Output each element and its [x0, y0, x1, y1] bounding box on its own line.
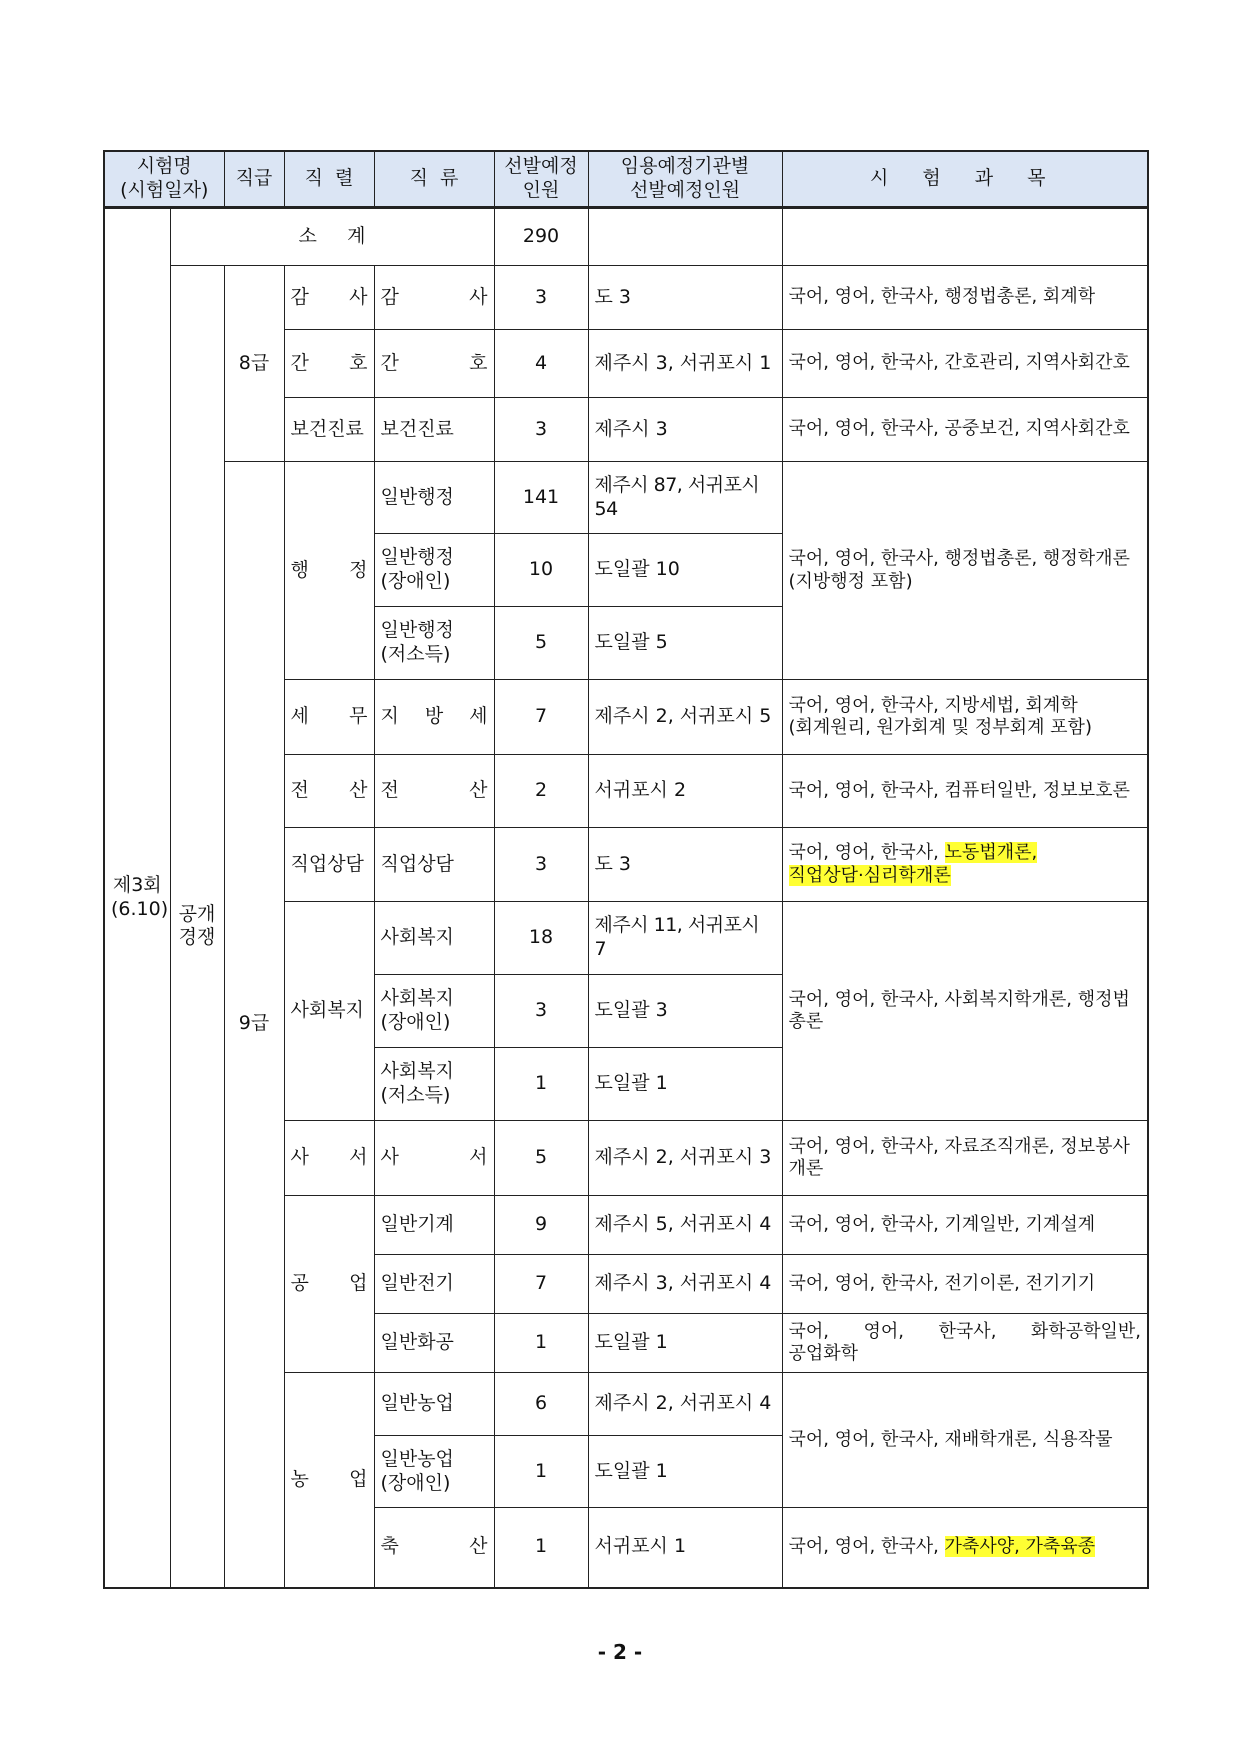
series-cell: 농 업 — [284, 1373, 374, 1588]
count-cell: 7 — [494, 1255, 588, 1314]
exam-type-line2: 경쟁 — [178, 926, 216, 949]
agency-cell: 제주시 2, 서귀포시 3 — [588, 1121, 782, 1196]
class-sub: (장애인) — [380, 1011, 451, 1033]
count-cell: 1 — [494, 1048, 588, 1121]
class-main: 사회복지 — [380, 1060, 454, 1083]
subjects-cell: 국어, 영어, 한국사, 간호관리, 지역사회간호 — [782, 330, 1148, 398]
subjects-line2: (회계원리, 원가회계 및 정부회계 포함) — [788, 717, 1092, 738]
subjects-line2: 공업화학 — [788, 1343, 859, 1364]
class-cell: 일반기계 — [374, 1196, 494, 1255]
subjects-plain: 국어, 영어, 한국사, — [788, 1536, 945, 1557]
class-sub: (저소득) — [380, 1084, 451, 1106]
class-cell: 사 서 — [374, 1121, 494, 1196]
class-cell: 전 산 — [374, 755, 494, 828]
subjects-line1: 국어, 영어, 한국사, 지방세법, 회계학 — [788, 694, 1078, 716]
class-cell — [374, 1436, 494, 1508]
series-cell: 보건진료 — [284, 398, 374, 462]
count-cell: 18 — [494, 902, 588, 975]
subtotal-agency — [588, 208, 782, 266]
exam-round: 제3회 — [112, 874, 162, 896]
count-cell: 2 — [494, 755, 588, 828]
count-cell: 3 — [494, 828, 588, 902]
agency-cell: 도 3 — [588, 828, 782, 902]
subjects-cell — [782, 828, 1148, 902]
class-sub: (저소득) — [380, 643, 451, 665]
header-row — [104, 151, 1148, 208]
agency-cell: 도일괄 10 — [588, 534, 782, 607]
agency-cell: 도일괄 5 — [588, 607, 782, 680]
subjects-cell: 국어, 영어, 한국사, 컴퓨터일반, 정보보호론 — [782, 755, 1148, 828]
count-cell: 141 — [494, 462, 588, 534]
class-main: 사회복지 — [380, 987, 454, 1010]
class-cell — [374, 975, 494, 1048]
series-cell: 감 사 — [284, 266, 374, 330]
subjects-cell: 국어, 영어, 한국사, 기계일반, 기계설계 — [782, 1196, 1148, 1255]
agency-cell: 도 3 — [588, 266, 782, 330]
table-row — [104, 266, 1148, 330]
class-cell: 축 산 — [374, 1508, 494, 1588]
subtotal-subjects — [782, 208, 1148, 266]
series-cell: 행 정 — [284, 462, 374, 680]
class-main: 일반농업 — [380, 1447, 454, 1470]
count-cell: 10 — [494, 534, 588, 607]
series-cell: 전 산 — [284, 755, 374, 828]
table-row — [104, 462, 1148, 534]
class-sub: (장애인) — [380, 1471, 451, 1494]
agency-cell: 도일괄 1 — [588, 1048, 782, 1121]
class-cell: 일반농업 — [374, 1373, 494, 1436]
agency-cell: 제주시 2, 서귀포시 4 — [588, 1373, 782, 1436]
header-agency — [588, 151, 782, 208]
class-cell: 지 방 세 — [374, 680, 494, 755]
subjects-cell — [782, 680, 1148, 755]
header-grade: 직급 — [224, 151, 284, 208]
grade-8-cell: 8급 — [224, 266, 284, 462]
subtotal-count: 290 — [494, 208, 588, 266]
count-cell: 9 — [494, 1196, 588, 1255]
class-main: 일반행정 — [380, 619, 454, 642]
count-cell: 5 — [494, 607, 588, 680]
class-cell: 간 호 — [374, 330, 494, 398]
class-cell — [374, 534, 494, 607]
agency-cell: 제주시 3 — [588, 398, 782, 462]
count-cell: 6 — [494, 1373, 588, 1436]
class-cell — [374, 607, 494, 680]
class-cell: 일반전기 — [374, 1255, 494, 1314]
agency-cell: 제주시 5, 서귀포시 4 — [588, 1196, 782, 1255]
series-cell: 공 업 — [284, 1196, 374, 1373]
class-cell: 감 사 — [374, 266, 494, 330]
header-quota — [494, 151, 588, 208]
header-exam-date: (시험일자) — [120, 179, 209, 201]
agency-cell: 제주시 2, 서귀포시 5 — [588, 680, 782, 755]
agency-cell: 서귀포시 2 — [588, 755, 782, 828]
series-cell: 간 호 — [284, 330, 374, 398]
page-number: - 2 - — [597, 1640, 643, 1664]
subjects-line1 — [789, 842, 1142, 865]
header-exam-name — [104, 151, 224, 208]
exam-type-cell — [170, 266, 224, 1588]
class-cell: 보건진료 — [374, 398, 494, 462]
subjects-highlight: 가축사양, 가축육종 — [944, 1536, 1096, 1557]
agency-cell: 제주시 3, 서귀포시 1 — [588, 330, 782, 398]
subjects-cell: 국어, 영어, 한국사, 전기이론, 전기기기 — [782, 1255, 1148, 1314]
agency-cell: 제주시 3, 서귀포시 4 — [588, 1255, 782, 1314]
subjects-highlight: 노동법개론, — [944, 842, 1038, 863]
subjects-cell: 국어, 영어, 한국사, 행정법총론, 행정학개론(지방행정 포함) — [782, 462, 1148, 680]
count-cell: 3 — [494, 266, 588, 330]
subjects-cell: 국어, 영어, 한국사, 공중보건, 지역사회간호 — [782, 398, 1148, 462]
header-agency-line2: 선발예정인원 — [629, 179, 741, 201]
subjects-plain: 국어, 영어, 한국사, — [788, 842, 945, 863]
series-cell: 직업상담 — [284, 828, 374, 902]
count-cell: 3 — [494, 975, 588, 1048]
subjects-cell: 국어, 영어, 한국사, 재배학개론, 식용작물 — [782, 1373, 1148, 1508]
agency-cell: 제주시 87, 서귀포시 54 — [588, 462, 782, 534]
count-cell: 1 — [494, 1314, 588, 1373]
header-exam-name-line1: 시험명 — [136, 155, 192, 178]
exam-name-cell — [104, 208, 170, 1588]
subjects-highlight: 직업상담·심리학개론 — [788, 864, 951, 886]
header-class: 직 류 — [374, 151, 494, 208]
grade-9-cell: 9급 — [224, 462, 284, 1588]
class-cell: 일반화공 — [374, 1314, 494, 1373]
class-cell: 일반행정 — [374, 462, 494, 534]
class-sub: (장애인) — [380, 570, 451, 592]
series-cell: 세 무 — [284, 680, 374, 755]
count-cell: 1 — [494, 1508, 588, 1588]
subtotal-label: 소 계 — [170, 208, 494, 266]
series-cell: 사 서 — [284, 1121, 374, 1196]
subjects-cell: 국어, 영어, 한국사, 사회복지학개론, 행정법총론 — [782, 902, 1148, 1121]
agency-cell: 도일괄 3 — [588, 975, 782, 1048]
header-series: 직 렬 — [284, 151, 374, 208]
count-cell: 4 — [494, 330, 588, 398]
exam-type-line1: 공개 — [178, 902, 216, 925]
subjects-cell — [782, 1314, 1148, 1373]
series-cell: 사회복지 — [284, 902, 374, 1121]
subjects-cell — [782, 1508, 1148, 1588]
class-cell: 직업상담 — [374, 828, 494, 902]
count-cell: 5 — [494, 1121, 588, 1196]
class-main: 일반행정 — [380, 546, 454, 569]
header-quota-line1: 선발예정 — [504, 155, 578, 178]
count-cell: 1 — [494, 1436, 588, 1508]
header-agency-line1: 임용예정기관별 — [620, 155, 750, 178]
header-subjects: 시 험 과 목 — [782, 151, 1148, 208]
subjects-cell: 국어, 영어, 한국사, 행정법총론, 회계학 — [782, 266, 1148, 330]
count-cell: 3 — [494, 398, 588, 462]
count-cell: 7 — [494, 680, 588, 755]
subjects-cell: 국어, 영어, 한국사, 자료조직개론, 정보봉사개론 — [782, 1121, 1148, 1196]
agency-cell: 도일괄 1 — [588, 1314, 782, 1373]
class-cell — [374, 1048, 494, 1121]
exam-schedule-table — [103, 150, 1149, 1589]
class-cell: 사회복지 — [374, 902, 494, 975]
agency-cell: 도일괄 1 — [588, 1436, 782, 1508]
exam-date: (6.10) — [111, 897, 169, 920]
subjects-line2 — [789, 865, 1142, 888]
agency-cell: 서귀포시 1 — [588, 1508, 782, 1588]
subjects-line1: 국어, 영어, 한국사, 화학공학일반, — [788, 1320, 1141, 1342]
subtotal-row — [104, 208, 1148, 266]
agency-cell: 제주시 11, 서귀포시 7 — [588, 902, 782, 975]
header-quota-line2: 인원 — [522, 179, 560, 201]
